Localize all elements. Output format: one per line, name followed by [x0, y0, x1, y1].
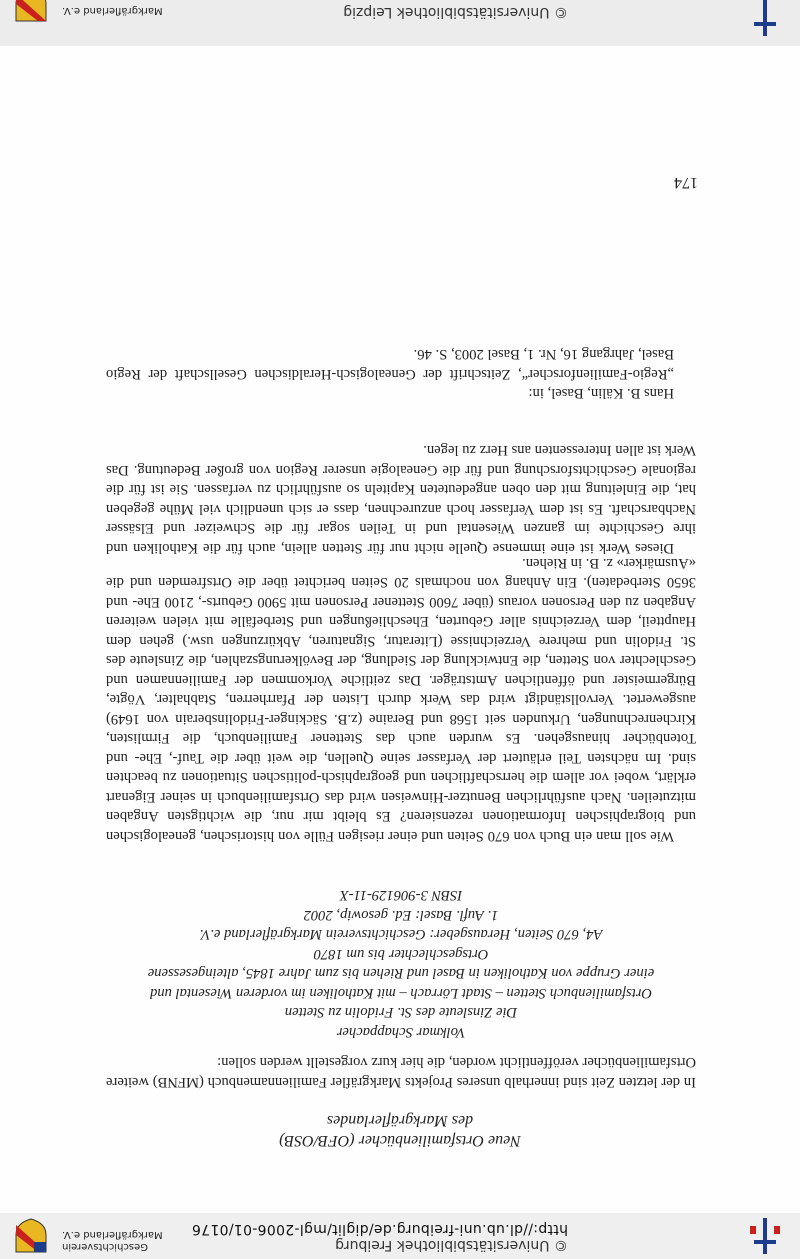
intro-paragraph: In der letzten Zeit sind innerhalb unseres Projekts Markgräfler Familiennamenbuch (MFNB) weitere Ortsfamilienbücher veröffentlicht worden, die hier kurz vorgestellt werden sollen: [106, 1054, 696, 1090]
society-line-2: Markgräflerland e.V. [62, 1229, 163, 1240]
book-subtitle-line: Ortsgeschlechter bis um 1870 [313, 946, 489, 962]
page-number: 174 [674, 174, 698, 191]
book-subtitle-line: einer Gruppe von Katholiken in Basel und Riehen bis zum Jahre 1845, alteingesessene [147, 965, 655, 982]
footer-bar [0, 0, 800, 46]
society-line-1: Geschichtsverein [62, 1241, 148, 1252]
university-library-logo-icon [750, 0, 780, 36]
article-subheading: des Markgräflerlandes [326, 1112, 474, 1129]
reviewer-line: Hans B. Kälin, Basel, in: [528, 385, 674, 401]
book-publisher: A4, 670 Seiten, Herausgeber: Geschichtsverein Markgräflerland e.V. [199, 926, 603, 943]
copyright-source: © Universitätsbibliothek Freiburg [335, 1237, 568, 1253]
book-author: Volkmar Schappacher [336, 1024, 466, 1040]
book-subtitle-line: Ortsfamilienbuch Stetten – Stadt Lörrach – mit Katholiken im vorderen Wiesental und [150, 985, 652, 1001]
society-name [62, 1228, 163, 1252]
university-library-logo-icon [750, 1218, 780, 1254]
society-name: Markgräflerland e.V. [62, 5, 163, 16]
review-paragraph: Wie soll man ein Buch von 670 Seiten und einer riesigen Fülle von historischen, genealogischen und biographischen Informationen rezensieren? Es bleibt mir nur, die wichtigsten Angaben mitzuteilen. Nach ausführlichen Benutzer-Hinweisen wird das Ortsfamilienbuch in seiner Eigenart erklärt, wobei vor allem die herrschaftlichen und geographisch-politischen Situationen zu beachten sind. Im nächsten Teil erläutert der Verfasser seine Quellen, die weit über die Tauf-, Ehe- und Totenbücher hinausgehen. Es wurden auch das Stettener Familienbuch, die Firmlisten, Kirchenrechnungen, Urkunden seit 1568 und Beraine (z.B. Säckinger-Fridolinsberain von 1649) ausgewertet. Vervollständigt wird das Werk durch Listen der Pfarrherren, Stabhalter, Vögte, Bürgermeister und öffentlichen Amtsträger. Das zeitliche Vorkommen der Familiennamen und Geschlechter von Stetten, die Entwicklung der Siedlung, der Bevölkerungszahlen, die Zinsleute des St. Fridolin und mehrere Verzeichnisse (Literatur, Signaturen, Abkürzungen usw.) gehen dem Hauptteil, dem Verzeichnis aller Geburten, Eheschließungen und Sterbefälle mit vielen weiteren Angaben zu den Personen voraus (über 7600 Stettener Personen mit 5900 Geburts-, 2100 Ehe- und 3650 Sterbedaten). Ein Anhang von nochmals 20 Seiten berichtet über die Ortsfremden und die «Ausmärker» z. B. in Riehen. [106, 555, 696, 844]
geschichtsverein-crest-icon [12, 0, 50, 24]
citation: „Regio-Familienforscher“, Zeitschrift der Genealogisch-Heraldischen Gesellschaft der Regio Basel, Jahrgang 16, Nr. 1, Basel 2003, S. 46. [106, 346, 674, 382]
header-bar [0, 1213, 800, 1259]
book-entry [106, 885, 696, 1041]
review-paragraph-2: Dieses Werk ist eine immense Quelle nicht nur für Stetten allein, auch für die Katholiken und ihre Geschichte im ganzen Wiesental und in Teilen sogar für die Schweizer und Elsässer Nachbarschaft. Es ist dem Verfasser hoch anzurechnen, dass er sich unendlich viel Mühe gegeben hat, die Einleitung mit den oben angedeuteten Kapiteln so ausführlich zu verfassen. Sie ist für die regionale Geschichtsforschung und für die Genealogie unserer Region von großer Bedeutung. Das Werk ist allen Interessenten ans Herz zu legen. [106, 442, 696, 556]
book-title: Die Zinsleute des St. Fridolin zu Stetten [284, 1004, 518, 1021]
book-edition: 1. Aufl. Basel: Ed. gesowip, 2002 [303, 907, 499, 923]
copyright-source: © Universitätsbibliothek Leipzig [343, 4, 568, 20]
article-heading: Neue Ortsfamilienbücher (OFB/OSB) [279, 1132, 521, 1149]
book-isbn: ISBN 3-906129-11-X [339, 887, 463, 904]
document-url-link[interactable]: http://dl.ub.uni-freiburg.de/diglit/mgl-2006-01/0176 [191, 1221, 568, 1237]
geschichtsverein-crest-icon [12, 1217, 50, 1255]
